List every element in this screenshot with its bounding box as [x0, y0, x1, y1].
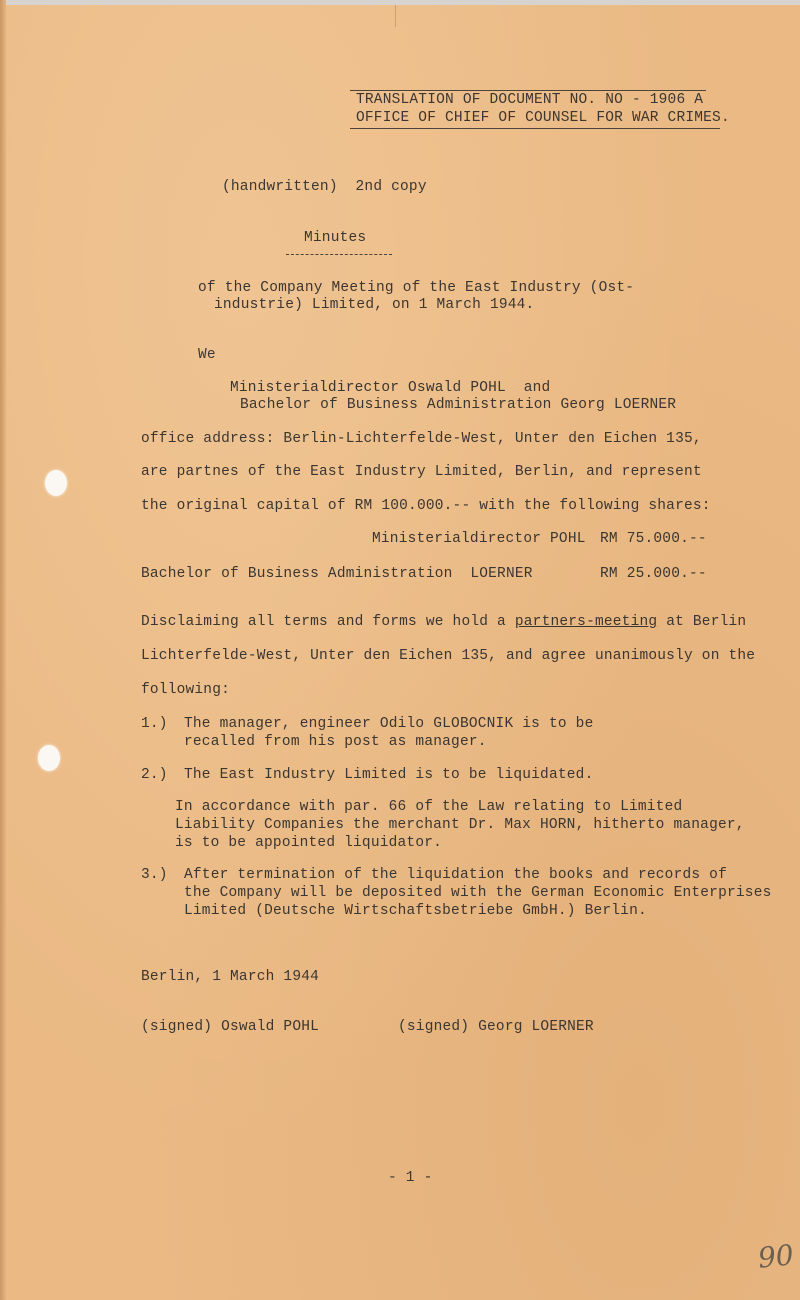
item-2-detail-line-1: In accordance with par. 66 of the Law relating to Limited: [175, 799, 683, 815]
punch-hole-top: [45, 470, 67, 496]
share-amount-2: RM 25.000.--: [600, 566, 707, 582]
page-number: - 1 -: [388, 1170, 433, 1186]
item-2-line-1: The East Industry Limited is to be liquidated.: [184, 767, 594, 783]
persons-line-2: Bachelor of Business Administration Georg LOERNER: [240, 397, 677, 413]
item-2-detail-line-2: Liability Companies the merchant Dr. Max HORN, hitherto manager,: [175, 817, 745, 833]
item-1-line-1: The manager, engineer Odilo GLOBOCNIK is to be: [184, 716, 594, 732]
header-rule-bottom: [350, 128, 720, 129]
share-holder-1: Ministerialdirector POHL: [372, 531, 586, 547]
item-3-line-2: the Company will be deposited with the German Economic Enterprises: [184, 885, 772, 901]
item-2-detail-line-3: is to be appointed liquidator.: [175, 835, 443, 851]
title-underline: [286, 254, 392, 255]
handwritten-page-number: 90: [756, 1238, 796, 1275]
item-1-line-2: recalled from his post as manager.: [184, 734, 487, 750]
punch-hole-bottom: [38, 745, 60, 771]
signature-first: (signed) Oswald POHL: [141, 1019, 320, 1035]
minutes-title: Minutes: [304, 230, 367, 246]
paper-crease: [395, 5, 396, 27]
item-3-line-1: After termination of the liquidation the books and records of: [184, 867, 727, 883]
partners-meeting-text: partners-meeting: [514, 614, 658, 630]
item-3-number: 3.): [141, 867, 168, 883]
subtitle-line-2: industrie) Limited, on 1 March 1944.: [214, 297, 535, 313]
page-top-edge: [0, 0, 800, 5]
disclaim-line-3: following:: [141, 682, 231, 698]
body-line-3: the original capital of RM 100.000.-- with the following shares:: [141, 498, 711, 514]
copy-note: (handwritten) 2nd copy: [222, 179, 427, 195]
body-line-2: are partnes of the East Industry Limited, Berlin, and represent: [141, 464, 702, 480]
disclaim-line-1: Disclaiming all terms and forms we hold a partners-meeting at Berlin: [141, 614, 747, 630]
item-1-number: 1.): [141, 716, 168, 732]
header-line-1: TRANSLATION OF DOCUMENT NO. NO - 1906 A: [356, 92, 704, 108]
share-amount-1: RM 75.000.--: [600, 531, 707, 547]
header-rule-top: [350, 90, 706, 91]
item-3-line-3: Limited (Deutsche Wirtschaftsbetriebe GmbH.) Berlin.: [184, 903, 647, 919]
share-holder-2: Bachelor of Business Administration LOERNER: [141, 566, 533, 582]
body-line-1: office address: Berlin-Lichterfelde-West, Unter den Eichen 135,: [141, 431, 702, 447]
subtitle-line-1: of the Company Meeting of the East Industry (Ost-: [198, 280, 635, 296]
disclaim-line-2: Lichterfelde-West, Unter den Eichen 135, and agree unanimously on the: [141, 648, 756, 664]
persons-line-1: Ministerialdirector Oswald POHL and: [230, 380, 551, 396]
signature-second: (signed) Georg LOERNER: [398, 1019, 594, 1035]
place-date: Berlin, 1 March 1944: [141, 969, 320, 985]
we-label: We: [198, 347, 216, 363]
header-line-2: OFFICE OF CHIEF OF COUNSEL FOR WAR CRIMES.: [356, 110, 730, 126]
page-left-edge: [0, 0, 6, 1300]
item-2-number: 2.): [141, 767, 168, 783]
